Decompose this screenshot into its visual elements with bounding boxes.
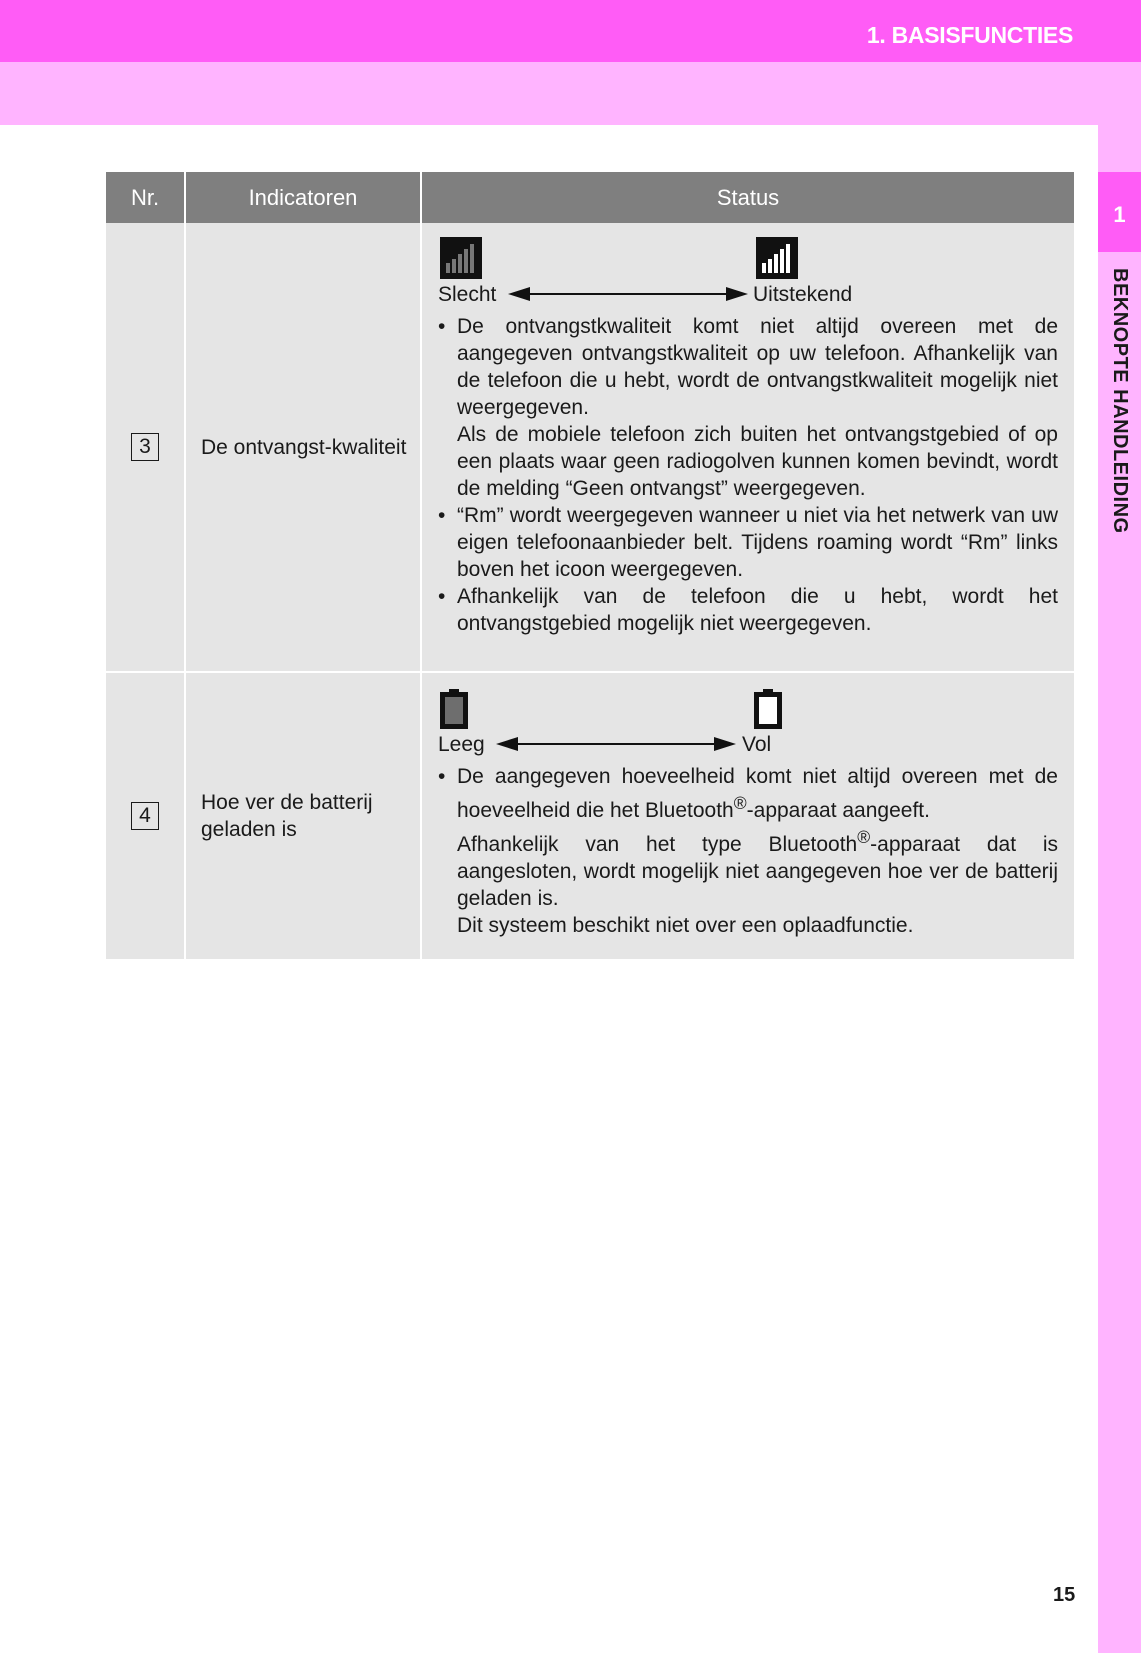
status-cell [421, 223, 1074, 672]
status-table [106, 172, 1074, 961]
double-arrow-icon [496, 735, 736, 753]
signal-scale [438, 281, 1058, 311]
row-number: 4 [131, 802, 159, 830]
notes-list [438, 763, 1058, 824]
scale-right-label: Vol [742, 733, 772, 756]
status-cell [421, 672, 1074, 960]
row-number-cell [106, 672, 185, 960]
list-item: • De aangegeven hoeveelheid komt niet altijd overeen met de hoeveelheid die het Bluetooth®-apparaat aangeeft. [438, 763, 1058, 824]
scale-left-label: Slecht [438, 283, 497, 306]
page-subheader-bar [0, 62, 1141, 125]
battery-full-icon [754, 689, 782, 729]
row-number-cell [106, 223, 185, 672]
list-item: • Afhankelijk van de telefoon die u hebt, wordt het ontvangstgebied mogelijk niet weergegeven. [438, 583, 1058, 637]
signal-icon-row [438, 237, 1058, 281]
scale-left-label: Leeg [438, 733, 485, 756]
indicator-cell: Hoe ver de batterij geladen is [185, 672, 421, 960]
chapter-tab[interactable]: 1 [1098, 172, 1141, 252]
indicator-cell: De ontvangst-kwaliteit [185, 223, 421, 672]
table-row [106, 672, 1074, 960]
header-nr: Nr. [106, 172, 185, 223]
note-paragraph: Dit systeem beschikt niet over een oplaadfunctie. [457, 914, 914, 937]
table-header-row [106, 172, 1074, 223]
battery-scale [438, 731, 1058, 761]
header-status: Status [421, 172, 1074, 223]
row-number: 3 [131, 433, 159, 461]
signal-bars-full-icon [756, 237, 798, 279]
notes-list [438, 313, 1058, 637]
scale-right-label: Uitstekend [753, 283, 853, 306]
table-row [106, 223, 1074, 672]
page-number: 15 [1053, 1584, 1076, 1606]
header-indicator: Indicatoren [185, 172, 421, 223]
list-item: • “Rm” wordt weergegeven wanneer u niet via het netwerk van uw eigen telefoonaanbieder belt. Tijdens roaming wordt “Rm” links boven het icoon weergegeven. [438, 502, 1058, 583]
double-arrow-icon [508, 285, 748, 303]
list-item: • De ontvangstkwaliteit komt niet altijd overeen met de aangegeven ontvangstkwaliteit op uw telefoon. Afhankelijk van de telefoon die u hebt, wordt de ontvangstkwaliteit mogelijk niet weergegeven. Als de mobiele telefoon zich buiten het ontvangstgebied of op een plaats waar geen radiogolven kunnen komen bevindt, wordt de melding “Geen ontvangst” weergegeven. [438, 313, 1058, 502]
page-header-bar [0, 0, 1141, 62]
battery-icon-row [438, 687, 1058, 731]
section-title: 1. BASISFUNCTIES [866, 22, 1073, 48]
chapter-label: BEKNOPTE HANDLEIDING [1109, 268, 1131, 534]
note-paragraph: Afhankelijk van het type Bluetooth®-apparaat dat is aangesloten, wordt mogelijk niet aangegeven hoe ver de batterij geladen is. [457, 827, 1058, 910]
battery-empty-icon [440, 689, 468, 729]
signal-bars-low-icon [440, 237, 482, 279]
